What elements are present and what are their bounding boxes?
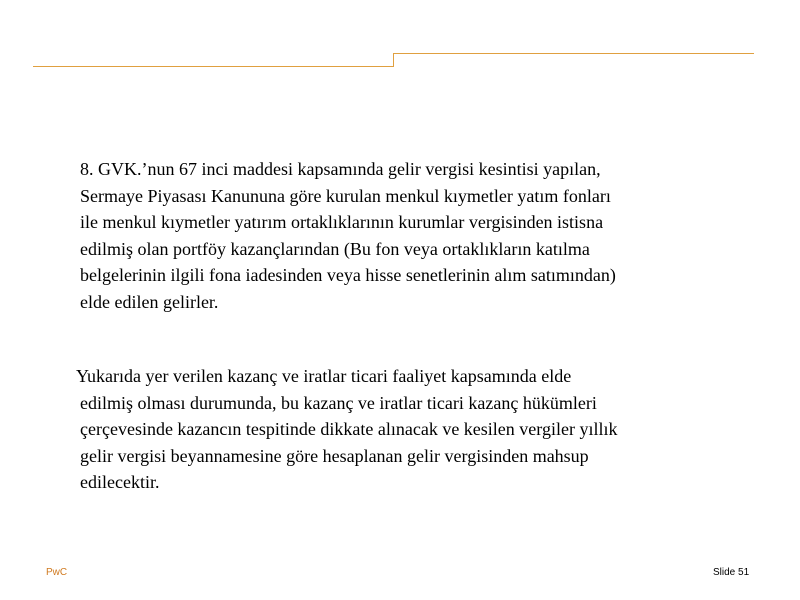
header-rule-left (33, 66, 394, 67)
paragraph-1-line: elde edilen gelirler. (80, 291, 219, 312)
footer-brand: PwC (46, 567, 68, 578)
paragraph-2-line: Yukarıda yer verilen kazanç ve iratlar ticari faaliyet kapsamında elde (76, 366, 572, 386)
paragraph-2-line: gelir vergisi beyannamesine göre hesaplanan gelir vergisinden mahsup (80, 445, 589, 466)
header-rule-step (393, 53, 394, 67)
header-rule-right (393, 53, 754, 54)
paragraph-1-line: belgelerinin ilgili fona iadesinden veya hisse senetlerinin alım satımından) (80, 265, 616, 285)
slide-number: Slide 51 (713, 567, 750, 578)
body-paragraph-2 (76, 363, 770, 496)
paragraph-1-line: ile menkul kıymetler yatırım ortaklıklarının kurumlar vergisinden istisna (80, 212, 604, 232)
paragraph-1-line: edilmiş olan portföy kazançlarından (Bu fon veya ortaklıkların katılma (80, 238, 590, 259)
paragraph-1-line: Sermaye Piyasası Kanununa göre kurulan menkul kıymetler yatım fonları (80, 185, 611, 206)
paragraph-2-line: edilecektir. (80, 472, 160, 492)
paragraph-1-line: 8. GVK.’nun 67 inci maddesi kapsamında gelir vergisi kesintisi yapılan, (80, 159, 601, 179)
body-paragraph-1 (80, 156, 770, 315)
paragraph-2-line: edilmiş olması durumunda, bu kazanç ve iratlar ticari kazanç hükümleri (80, 392, 597, 413)
paragraph-2-line: çerçevesinde kazancın tespitinde dikkate alınacak ve kesilen vergiler yıllık (80, 419, 618, 439)
